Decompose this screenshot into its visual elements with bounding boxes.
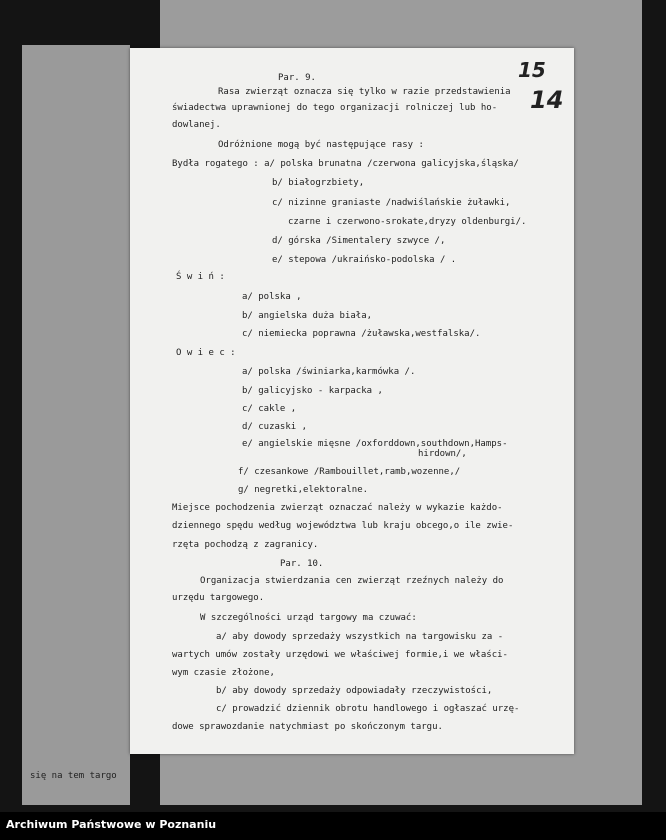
text-line: rzęta pochodzą z zagranicy. [172, 540, 319, 550]
section-heading: Ś w i ń : [176, 272, 225, 282]
text-line: b/ galicyjsko - karpacka , [242, 386, 383, 396]
text-line: g/ negretki,elektoralne. [238, 485, 369, 495]
text-line: b/ aby dowody sprzedaży odpowiadały rzeczywistości, [216, 686, 493, 696]
text-line: b/ białogrzbiety, [272, 178, 365, 188]
handwritten-page-number-top: 15 [518, 58, 546, 82]
text-line: f/ czesankowe /Rambouillet,ramb,wozenne,/ [238, 467, 461, 477]
text-line: d/ górska /Simentalery szwyce /, [272, 236, 446, 246]
document-page [130, 48, 574, 754]
text-line: a/ aby dowody sprzedaży wszystkich na targowisku za - [216, 632, 504, 642]
left-page-text: się na tem targo [30, 771, 117, 781]
paragraph-heading: Par. 9. [278, 73, 316, 83]
archive-footer [0, 812, 666, 840]
text-line: Rasa zwierząt oznacza się tylko w razie przedstawienia [218, 87, 511, 97]
text-line: urzędu targowego. [172, 593, 265, 603]
text-line: e/ angielskie mięsne /oxforddown,southdown,Hamps- [242, 439, 508, 449]
text-line: Miejsce pochodzenia zwierząt oznaczać należy w wykazie każdo- [172, 503, 503, 513]
left-facing-page [22, 45, 130, 805]
text-line: wym czasie złożone, [172, 668, 275, 678]
text-line: dowlanej. [172, 120, 221, 130]
text-line: a/ polska , [242, 292, 302, 302]
text-line: Bydła rogatego : a/ polska brunatna /czerwona galicyjska,śląska/ [172, 159, 519, 169]
text-line: Organizacja stwierdzania cen zwierząt rzeźnych należy do [200, 576, 504, 586]
paragraph-heading: Par. 10. [280, 559, 324, 569]
text-line: czarne i czerwono-srokate,dryzy oldenburgi/. [288, 217, 527, 227]
text-line: wartych umów zostały urzędowi we właściwej formie,i we właści- [172, 650, 508, 660]
text-line: b/ angielska duża biała, [242, 311, 373, 321]
text-line: Odróżnione mogą być następujące rasy : [218, 140, 424, 150]
text-line: a/ polska /świniarka,karmówka /. [242, 367, 416, 377]
text-line: dziennego spędu według województwa lub kraju obcego,o ile zwie- [172, 521, 514, 531]
text-line: d/ cuzaski , [242, 422, 308, 432]
text-line: c/ cakle , [242, 404, 297, 414]
text-line: c/ prowadzić dziennik obrotu handlowego i ogłaszać urzę- [216, 704, 520, 714]
text-line: dowe sprawozdanie natychmiast po skończonym targu. [172, 722, 443, 732]
text-line: hirdown/, [418, 449, 467, 459]
text-line: c/ niemiecka poprawna /żuławska,westfalska/. [242, 329, 481, 339]
section-heading: O w i e c : [176, 348, 236, 358]
text-line: W szczególności urząd targowy ma czuwać: [200, 613, 417, 623]
text-line: e/ stepowa /ukraińsko-podolska / . [272, 255, 457, 265]
archive-name: Archiwum Państwowe w Poznaniu [6, 818, 217, 831]
handwritten-page-number: 14 [530, 86, 564, 114]
text-line: świadectwa uprawnionej do tego organizacji rolniczej lub ho- [172, 103, 498, 113]
text-line: c/ nizinne graniaste /nadwiślańskie żuławki, [272, 198, 511, 208]
